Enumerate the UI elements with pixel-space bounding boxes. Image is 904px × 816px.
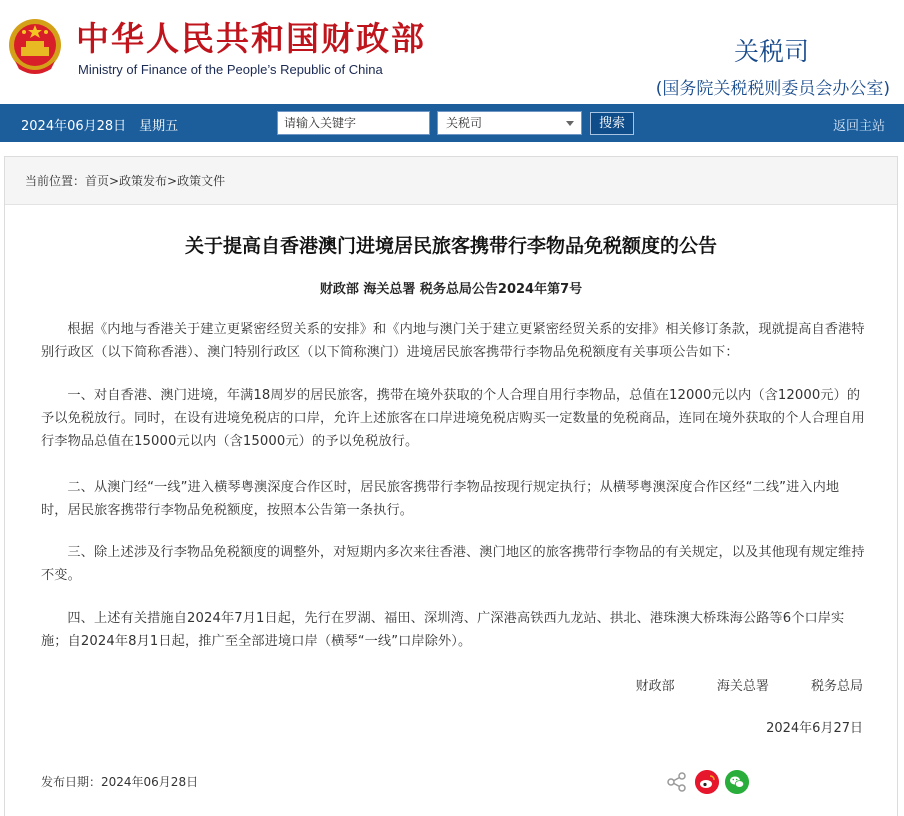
ministry-name-cn: 中华人民共和国财政部 <box>76 19 426 58</box>
document-number: 财政部 海关总署 税务总局公告2024年第7号 <box>319 282 583 297</box>
department-subtitle: (国务院关税税则委员会办公室) <box>655 79 890 99</box>
article-paragraph: 二、从澳门经“一线”进入横琴粤澳深度合作区时，居民旅客携带行李物品按现行规定执行；从横琴粤澳深度合作区经“二线”进入内地时，居民旅客携带行李物品免税额度，按照本公告第一条执行。 <box>41 480 840 518</box>
weibo-icon[interactable] <box>695 770 719 794</box>
signer: 税务总局 <box>810 679 863 694</box>
article-container <box>4 156 898 816</box>
publish-date: 发布日期：2024年06月28日 <box>41 775 199 789</box>
department-select-value: 关税司 <box>446 116 483 130</box>
search-button[interactable]: 搜索 <box>590 112 634 135</box>
article-paragraph: 一、对自香港、澳门进境，年满18周岁的居民旅客，携带在境外获取的个人合理自用行李物品，总值在12000元以内（含12000元）的予以免税放行。同时，在设有进境免税店的口岸，允许上述旅客在口岸进境免税店购买一定数量的免税商品，连同在境外获取的个人合理自用行李物品总值在15000元以内（含15000元）的予以免税放行。 <box>41 388 865 449</box>
signers <box>598 675 863 694</box>
article-title: 关于提高自香港澳门进境居民旅客携带行李物品免税额度的公告 <box>184 235 717 257</box>
site-header <box>0 0 904 104</box>
department-select[interactable] <box>437 111 582 135</box>
national-emblem-icon <box>7 17 63 79</box>
breadcrumb[interactable]: 当前位置：首页>政策发布>政策文件 <box>5 157 897 205</box>
chevron-down-icon <box>566 121 574 126</box>
article-paragraph: 四、上述有关措施自2024年7月1日起，先行在罗湖、福田、深圳湾、广深港高铁西九龙站、拱北、港珠澳大桥珠海公路等6个口岸实施；自2024年8月1日起，推广至全部进境口岸（横琴“一线”口岸除外）。 <box>41 611 845 649</box>
current-date: 2024年06月28日 星期五 <box>21 119 179 134</box>
share-icon[interactable] <box>666 771 688 793</box>
sign-date: 2024年6月27日 <box>766 721 863 736</box>
wechat-icon[interactable] <box>725 770 749 794</box>
article-paragraph: 根据《内地与香港关于建立更紧密经贸关系的安排》和《内地与澳门关于建立更紧密经贸关系的安排》相关修订条款，现就提高自香港特别行政区（以下简称香港）、澳门特别行政区（以下简称澳门）进境居民旅客携带行李物品免税额度有关事项公告如下： <box>41 322 865 360</box>
nav-bar <box>0 104 904 142</box>
search-input[interactable] <box>277 111 430 135</box>
article-paragraph: 三、除上述涉及行李物品免税额度的调整外，对短期内多次来往香港、澳门地区的旅客携带行李物品的有关规定，以及其他现有规定维持不变。 <box>41 545 865 583</box>
signer: 财政部 <box>635 679 675 694</box>
ministry-name-en: Ministry of Finance of the People’s Republic of China <box>78 62 383 77</box>
signer: 海关总署 <box>716 679 769 694</box>
return-home-link[interactable]: 返回主站 <box>832 119 885 134</box>
department-name: 关税司 <box>733 37 809 66</box>
